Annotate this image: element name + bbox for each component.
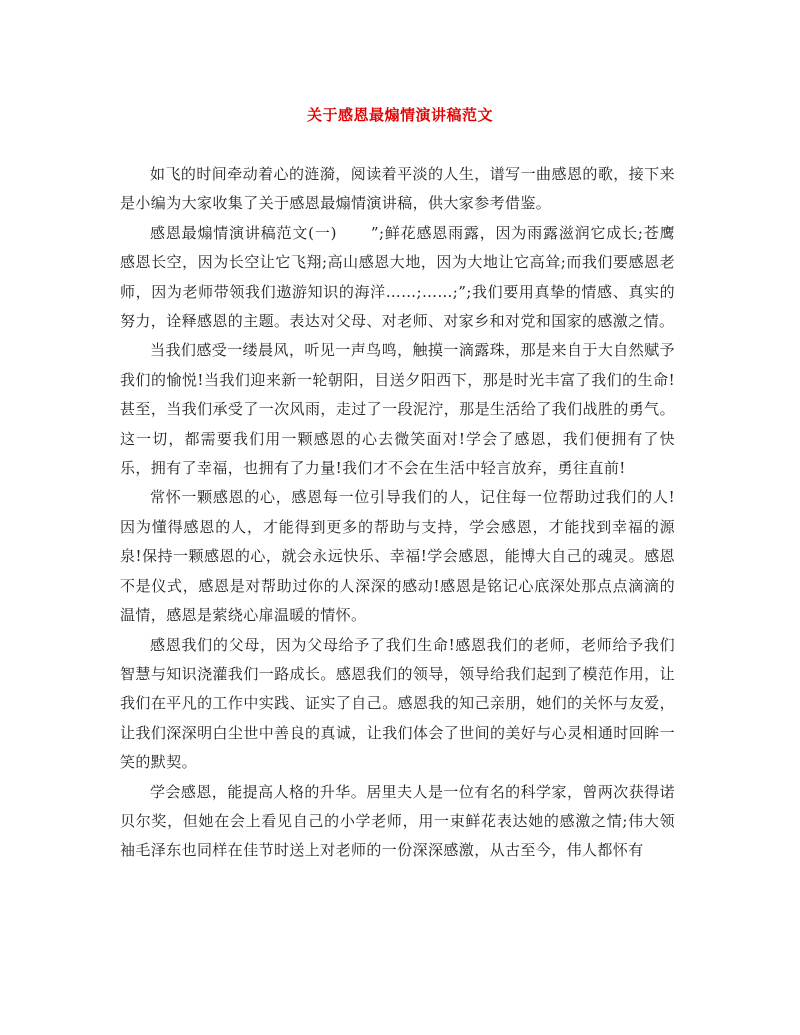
sample-heading: 感恩最煽情演讲稿范文(一)	[150, 223, 337, 242]
paragraph-curie: 学会感恩，能提高人格的升华。居里夫人是一位有名的科学家，曾两次获得诺贝尔奖，但她在会上看见自己的小学老师，用一束鲜花表达她的感激之情;伟大领袖毛泽东也同样在佳节时送上对老师的一份深深感激，从古至今，伟人都怀有	[120, 782, 675, 860]
sample-text: ”;鲜花感恩雨露，因为雨露滋润它成长;苍鹰感恩长空，因为长空让它飞翔;高山感恩大地，因为大地让它高耸;而我们要感恩老师，因为老师带领我们遨游知识的海洋……;……;”;我们要用真挚的情感、真实的努力，诠释感恩的主题。表达对父母、对老师、对家乡和对党和国家的感激之情。	[120, 223, 675, 331]
paragraph-grateful-heart: 常怀一颗感恩的心，感恩每一位引导我们的人，记住每一位帮助过我们的人!因为懂得感恩的人，才能得到更多的帮助与支持，学会感恩，才能找到幸福的源泉!保持一颗感恩的心，就会永远快乐、幸福!学会感恩，能博大自己的魂灵。感恩不是仪式，感恩是对帮助过你的人深深的感动!感恩是铭记心底深处那点点滴滴的温情，感恩是萦绕心扉温暖的情怀。	[120, 488, 675, 625]
paragraph-intro: 如飞的时间牵动着心的涟漪，阅读着平淡的人生，谱写一曲感恩的歌，接下来是小编为大家收集了关于感恩最煽情演讲稿，供大家参考借鉴。	[120, 165, 675, 213]
document-title: 关于感恩最煽情演讲稿范文	[306, 106, 493, 124]
paragraph-sample-one	[120, 219, 675, 337]
paragraph-nature: 当我们感受一缕晨风，听见一声鸟鸣，触摸一滴露珠，那是来自于大自然赋予我们的愉悦!当我们迎来新一轮朝阳，目送夕阳西下，那是时光丰富了我们的生命!甚至，当我们承受了一次风雨，走过了一段泥泞，那是生活给了我们战胜的勇气。这一切，都需要我们用一颗感恩的心去微笑面对!学会了感恩，我们便拥有了快乐，拥有了幸福，也拥有了力量!我们才不会在生活中轻言放弃，勇往直前!	[120, 341, 675, 478]
paragraph-parents-teachers: 感恩我们的父母，因为父母给予了我们生命!感恩我们的老师，老师给予我们智慧与知识浇灌我们一路成长。感恩我们的领导，领导给我们起到了模范作用，让我们在平凡的工作中实践、证实了自己。感恩我的知己亲朋，她们的关怀与友爱，让我们深深明白尘世中善良的真诚，让我们体会了世间的美好与心灵相通时回眸一笑的默契。	[120, 635, 675, 772]
document-body	[120, 160, 675, 866]
